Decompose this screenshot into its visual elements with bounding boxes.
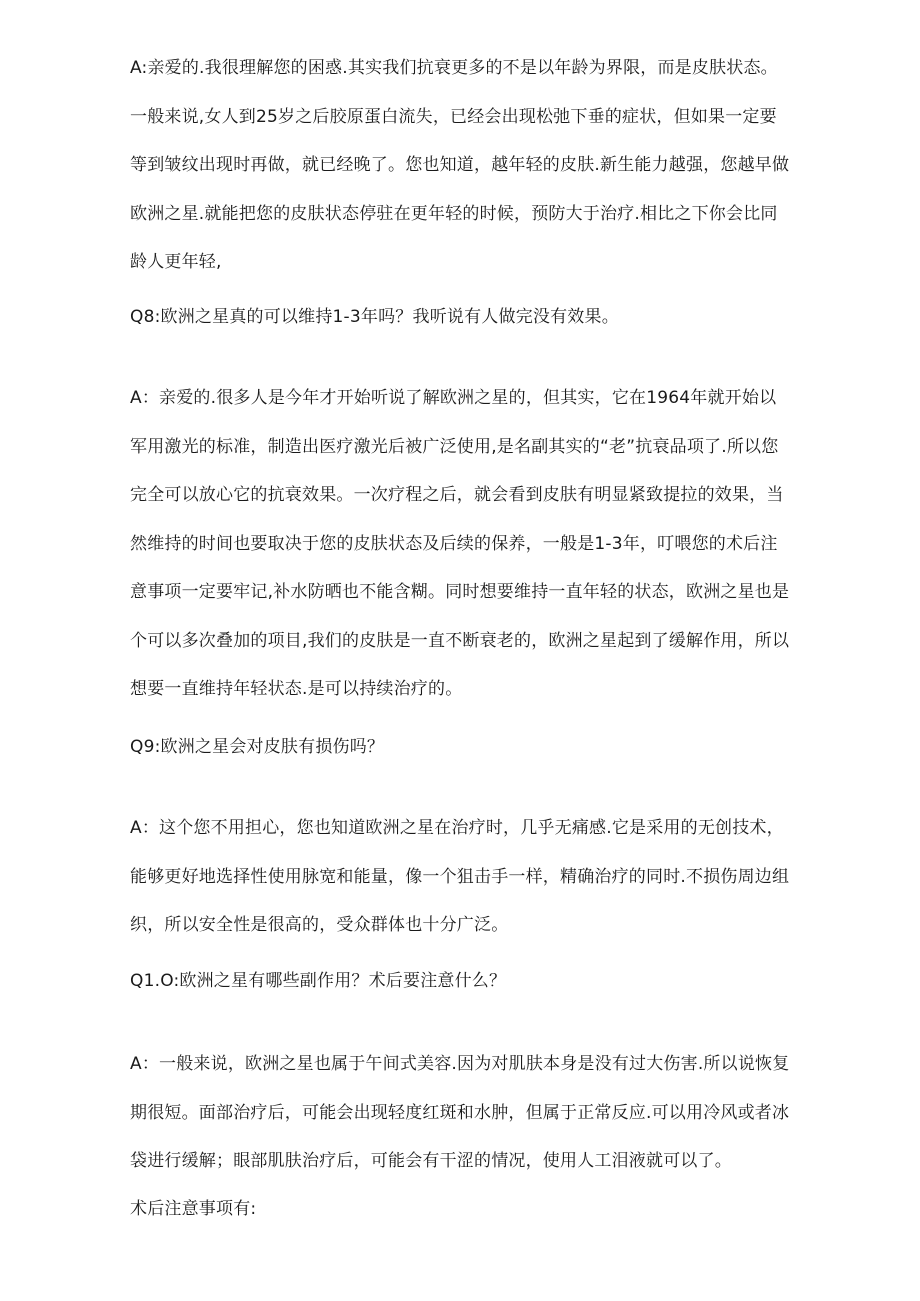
answer-paragraph-q10: A：一般来说，欧洲之星也属于午间式美容.因为对肌肤本身是没有过大伤害.所以说恢复期很短。面部治疗后，可能会出现轻度红斑和水肿，但属于正常反应.可以用冷风或者冰袋进行缓解；眼部肌肤治疗后，可能会有干涩的情况，使用人工泪液就可以了。 xyxy=(130,1054,790,1171)
question-q9: Q9:欧洲之星会对皮肤有损伤吗？ xyxy=(130,737,385,757)
answer-paragraph-q7: A:亲爱的.我很理解您的困惑.其实我们抗衰更多的不是以年龄为界限，而是皮肤状态。一般来说,女人到25岁之后胶原蛋白流失，已经会出现松弛下垂的症状，但如果一定要等到皱纹出现时再做，就已经晚了。您也知道，越年轻的皮肤.新生能力越强，您越早做欧洲之星.就能把您的皮肤状态停驻在更年轻的时候，预防大于治疗.相比之下你会比同龄人更年轻, xyxy=(130,58,790,272)
post-op-notes-heading: 术后注意事项有: xyxy=(130,1199,257,1219)
question-q8: Q8:欧洲之星真的可以维持1-3年吗？我听说有人做完没有效果。 xyxy=(130,307,619,327)
answer-paragraph-q9: A：这个您不用担心，您也知道欧洲之星在治疗时，几乎无痛感.它是采用的无创技术，能够更好地选择性使用脉宽和能量，像一个狙击手一样，精确治疗的同时.不损伤周边组织，所以安全性是很高的，受众群体也十分广泛。 xyxy=(130,818,790,935)
answer-paragraph-q8: A：亲爱的.很多人是今年才开始听说了解欧洲之星的，但其实，它在1964年就开始以军用激光的标准，制造出医疗激光后被广泛使用,是名副其实的“老”抗衰品项了.所以您完全可以放心它的抗衰效果。一次疗程之后，就会看到皮肤有明显紧致提拉的效果，当然维持的时间也要取决于您的皮肤状态及后续的保养，一般是1-3年，叮喂您的术后注意事项一定要牢记,补水防晒也不能含糊。同时想要维持一直年轻的状态，欧洲之星也是个可以多次叠加的项目,我们的皮肤是一直不断衰老的，欧洲之星起到了缓解作用，所以想要一直维持年轻状态.是可以持续治疗的。 xyxy=(130,388,790,699)
question-q10: Q1.O:欧洲之星有哪些副作用？术后要注意什么？ xyxy=(130,971,507,991)
